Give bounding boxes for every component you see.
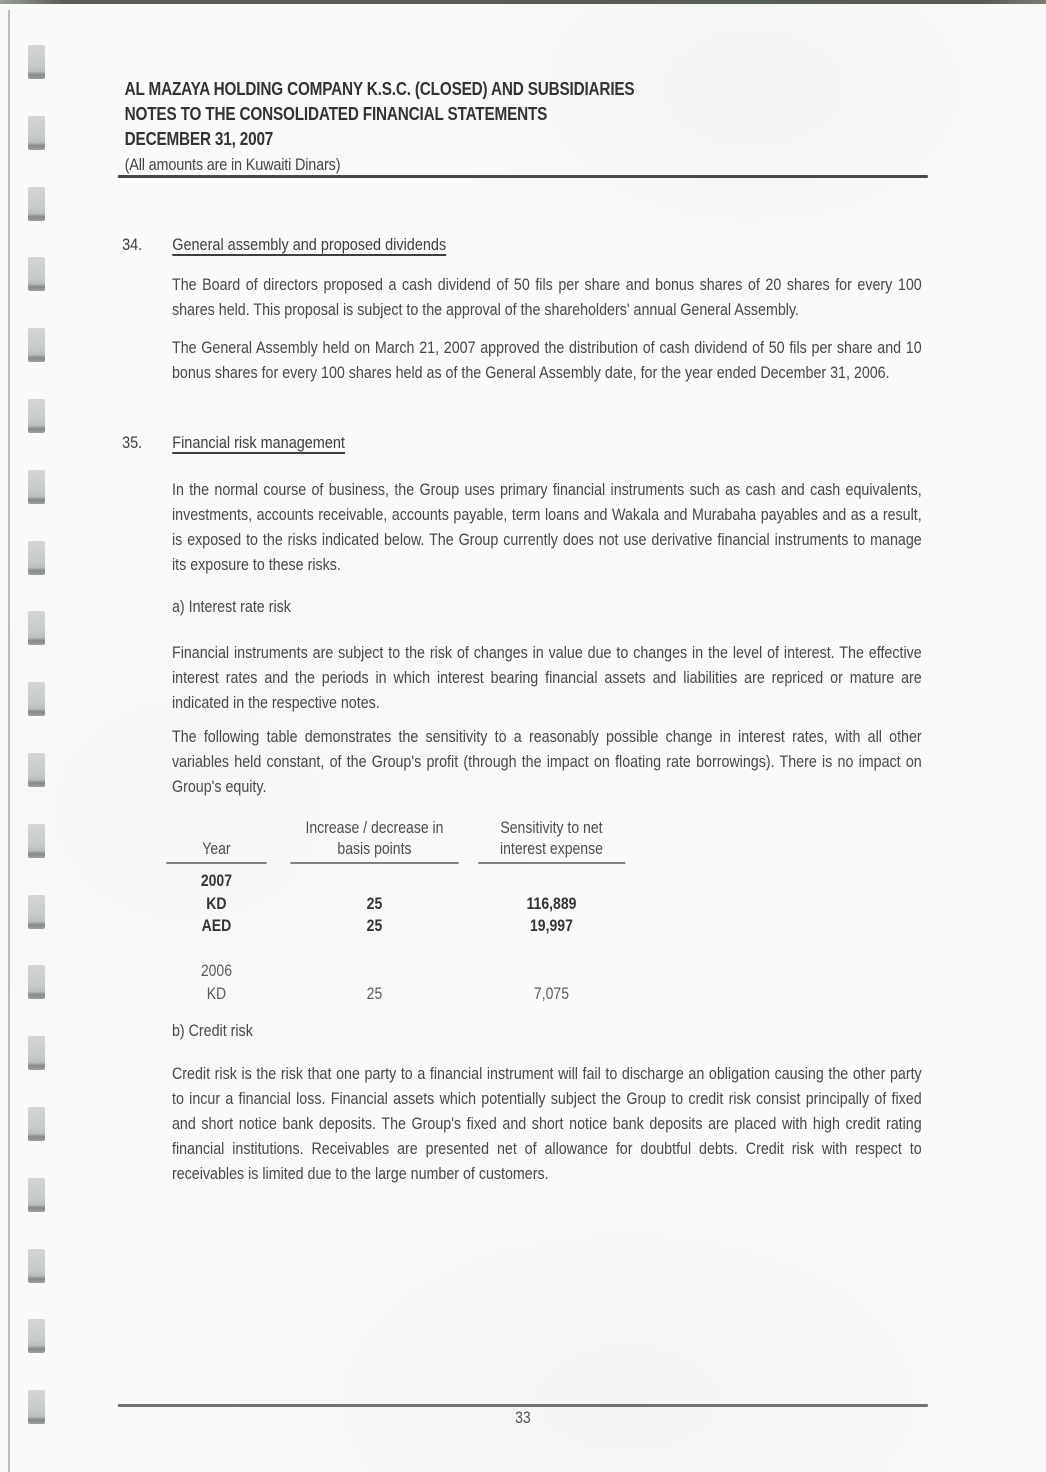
table-column-header xyxy=(166,816,267,864)
table-cell: 7,075 xyxy=(533,984,570,1003)
statement-date: DECEMBER 31, 2007 xyxy=(124,129,274,149)
paragraph: In the normal course of business, the Group uses primary financial instruments such as cash and cash equivalents, investments, accounts receivable, accounts payable, term loans and Wakala and Murabaha payables and as a result, is exposed to the risks indicated below. The Group currently does not use derivative financial instruments to manage its exposure to these risks. xyxy=(171,480,922,574)
table-cell: KD xyxy=(206,984,227,1003)
paragraph: Credit risk is the risk that one party to a financial instrument will fail to discharge an obligation causing the other party to incur a financial loss. Financial assets which potentially subject the Group to credit risk consist principally of fixed and short notice bank deposits. The Group's fixed and short notice bank deposits are placed with high credit rating financial institutions. Receivables are presented net of allowance for doubtful debts. Credit risk with respect to receivables is limited due to the large number of customers. xyxy=(171,1064,922,1183)
section-number: 34. xyxy=(122,235,143,254)
binding-hole xyxy=(28,895,45,929)
table-cell: 19,997 xyxy=(530,917,573,935)
binding-hole xyxy=(28,399,45,433)
table-column-year xyxy=(166,816,267,1005)
table-column-sensitivity xyxy=(478,816,625,1005)
section-title: General assembly and proposed dividends xyxy=(172,235,447,254)
binding-hole xyxy=(28,1178,45,1212)
paragraph: Financial instruments are subject to the risk of changes in value due to changes in the level of interest. The effective interest rates and the periods in which interest bearing financial assets and liabilities are repriced or mature are indicated in the respective notes. xyxy=(171,643,922,712)
binding-hole xyxy=(28,187,45,221)
section-title: Financial risk management xyxy=(172,433,345,452)
binding-hole xyxy=(28,1036,45,1070)
binding-hole xyxy=(28,1319,45,1353)
table-column-header xyxy=(478,816,625,864)
table-cell: AED xyxy=(201,917,232,935)
binding-hole xyxy=(28,116,45,150)
binding-strip xyxy=(0,0,60,1472)
header-rule xyxy=(118,175,928,178)
binding-hole xyxy=(28,470,45,504)
table-cell: 25 xyxy=(366,984,383,1003)
column-header-label: interest expense xyxy=(500,840,603,858)
binding-hole xyxy=(28,257,45,291)
binding-hole xyxy=(28,753,45,787)
table-cell: 25 xyxy=(366,894,383,913)
paragraph: The following table demonstrates the sensitivity to a reasonably possible change in interest rates, with all other variables held constant, of the Group's profit (through the impact on floating rate borrowings). There is no impact on Group's equity. xyxy=(171,727,922,796)
page-content xyxy=(117,0,928,1472)
table-cell: 25 xyxy=(366,917,383,935)
company-name: AL MAZAYA HOLDING COMPANY K.S.C. (CLOSED) AND SUBSIDIARIES xyxy=(124,79,635,99)
table-column-header xyxy=(290,816,459,864)
page-number: 33 xyxy=(515,1409,531,1427)
binding-hole xyxy=(28,824,45,858)
column-header-label: Increase / decrease in xyxy=(305,819,444,837)
table-cell: 2006 xyxy=(200,962,233,980)
paragraph: The Board of directors proposed a cash dividend of 50 fils per share and bonus shares of 20 shares for every 100 shares held. This proposal is subject to the approval of the shareholders' annual General Assembly. xyxy=(171,275,922,319)
column-header-label: basis points xyxy=(337,840,412,858)
binding-hole xyxy=(28,1107,45,1141)
binding-hole xyxy=(28,682,45,716)
section-number: 35. xyxy=(122,433,143,452)
document-title: NOTES TO THE CONSOLIDATED FINANCIAL STATEMENTS xyxy=(124,104,548,124)
table-cell: KD xyxy=(206,894,227,913)
binding-hole xyxy=(28,965,45,999)
paragraph: The General Assembly held on March 21, 2007 approved the distribution of cash dividend of 50 fils per share and 10 bonus shares for every 100 shares held as of the General Assembly date, for the year ended December 31, 2006. xyxy=(171,338,922,382)
binding-hole xyxy=(28,45,45,79)
binding-hole xyxy=(28,1249,45,1283)
binding-hole xyxy=(28,611,45,645)
table-cell: 116,889 xyxy=(526,894,577,913)
currency-note: (All amounts are in Kuwaiti Dinars) xyxy=(124,155,341,174)
binding-hole xyxy=(28,1390,45,1424)
column-header-label: Year xyxy=(202,840,231,858)
table-cell: 2007 xyxy=(200,872,233,890)
column-header-label: Sensitivity to net xyxy=(500,819,603,837)
table-column-basis-points xyxy=(290,816,459,1005)
subsection-label-credit-risk: b) Credit risk xyxy=(171,1021,253,1040)
binding-hole xyxy=(28,541,45,575)
binding-hole xyxy=(28,328,45,362)
subsection-label-interest-rate-risk: a) Interest rate risk xyxy=(171,597,291,616)
